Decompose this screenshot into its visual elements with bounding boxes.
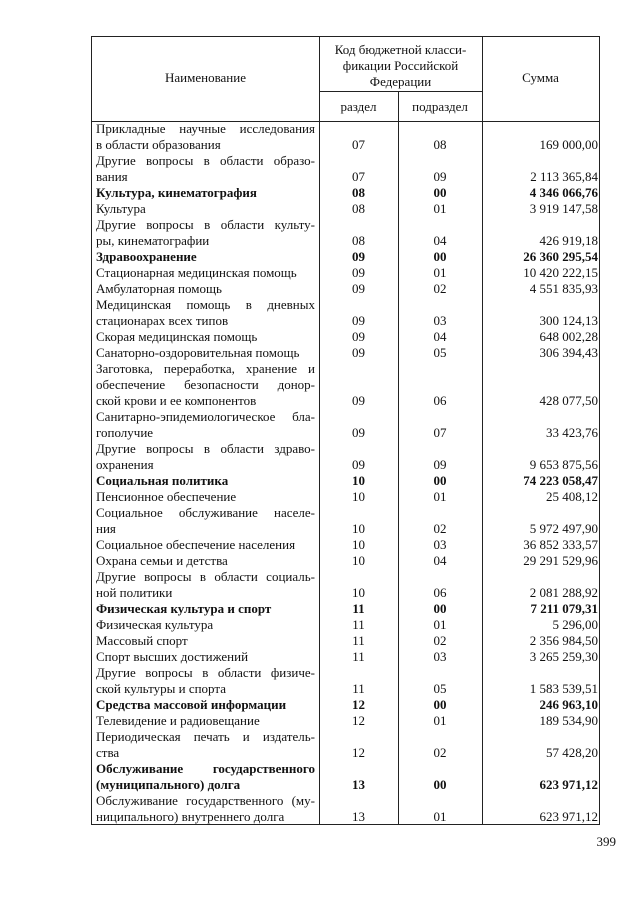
table-row xyxy=(92,473,601,489)
row-podrazdel: 00 xyxy=(433,185,447,200)
row-name-line: ской крови и ее компонентов xyxy=(96,393,257,408)
table-row xyxy=(92,505,601,537)
row-summa: 74 223 058,47 xyxy=(523,473,598,488)
table-row xyxy=(92,553,601,569)
row-name-line: Средства массовой информации xyxy=(96,697,287,712)
row-name-line: гополучие xyxy=(96,425,154,440)
row-podrazdel: 00 xyxy=(433,777,447,792)
row-razdel: 09 xyxy=(352,393,365,408)
row-razdel: 07 xyxy=(352,137,365,152)
row-razdel: 08 xyxy=(352,233,365,248)
row-name-line: Другие вопросы в области социаль- xyxy=(96,569,315,584)
row-name-line: Заготовка, переработка, хранение и xyxy=(96,361,315,376)
row-summa: 2 081 288,92 xyxy=(529,585,598,600)
row-podrazdel: 02 xyxy=(433,281,447,296)
row-podrazdel: 01 xyxy=(433,265,447,280)
row-summa: 57 428,20 xyxy=(546,745,598,760)
row-name xyxy=(92,201,315,217)
row-summa: 29 291 529,96 xyxy=(523,553,598,568)
table-row xyxy=(92,601,601,617)
row-name xyxy=(92,473,315,489)
row-name-line: Прикладные научные исследования xyxy=(96,121,315,136)
row-podrazdel: 06 xyxy=(433,585,447,600)
row-razdel: 12 xyxy=(352,713,365,728)
header-razdel: раздел xyxy=(340,99,377,114)
row-razdel: 13 xyxy=(352,809,365,824)
row-razdel: 10 xyxy=(352,553,365,568)
row-summa: 3 265 259,30 xyxy=(529,649,598,664)
row-name-line: Периодическая печать и издатель- xyxy=(96,729,315,744)
row-name-line: охранения xyxy=(96,457,154,472)
row-name-line: Другие вопросы в области культу- xyxy=(96,217,315,232)
header-code-divider xyxy=(319,91,482,92)
row-name xyxy=(92,217,315,249)
row-name-line: Другие вопросы в области физиче- xyxy=(96,665,315,680)
row-name xyxy=(92,505,315,537)
row-name-line: Другие вопросы в области здраво- xyxy=(96,441,315,456)
row-podrazdel: 01 xyxy=(433,489,447,504)
row-summa: 428 077,50 xyxy=(539,393,598,408)
table-row xyxy=(92,617,601,633)
table-row xyxy=(92,249,601,265)
table-row xyxy=(92,121,601,153)
header-code-line2: фикации Российской xyxy=(342,58,459,73)
row-name xyxy=(92,633,315,649)
row-name xyxy=(92,761,315,793)
row-podrazdel: 00 xyxy=(433,473,447,488)
table-row xyxy=(92,633,601,649)
row-name-line: Амбулаторная помощь xyxy=(96,281,222,296)
row-summa: 4 346 066,76 xyxy=(529,185,598,200)
table-body xyxy=(92,121,601,825)
row-name xyxy=(92,361,315,409)
row-summa: 2 113 365,84 xyxy=(530,169,598,184)
row-podrazdel: 01 xyxy=(433,201,447,216)
row-name xyxy=(92,329,315,345)
row-name xyxy=(92,793,315,825)
row-razdel: 09 xyxy=(352,457,365,472)
row-summa: 246 963,10 xyxy=(539,697,598,712)
row-name-line: ры, кинематографии xyxy=(96,233,210,248)
header-podrazdel: подраздел xyxy=(412,99,468,114)
table-row xyxy=(92,697,601,713)
row-name-line: Социальное обеспечение населения xyxy=(96,537,296,552)
table-row xyxy=(92,297,601,329)
row-razdel: 10 xyxy=(352,537,365,552)
row-podrazdel: 00 xyxy=(433,249,447,264)
row-name-line: ниципального) внутреннего долга xyxy=(96,809,285,824)
row-podrazdel: 01 xyxy=(433,809,447,824)
row-name-line: Телевидение и радиовещание xyxy=(96,713,260,728)
row-razdel: 08 xyxy=(352,201,365,216)
row-podrazdel: 01 xyxy=(433,617,447,632)
row-name-line: Санаторно-оздоровительная помощь xyxy=(96,345,300,360)
row-name-line: Социальная политика xyxy=(96,473,229,488)
row-razdel: 11 xyxy=(352,633,365,648)
table-row xyxy=(92,761,601,793)
row-name xyxy=(92,249,315,265)
table-row xyxy=(92,217,601,249)
row-name xyxy=(92,569,315,601)
row-podrazdel: 02 xyxy=(433,633,447,648)
table-row xyxy=(92,665,601,697)
row-podrazdel: 06 xyxy=(433,393,447,408)
row-summa: 648 002,28 xyxy=(539,329,598,344)
row-name xyxy=(92,345,315,361)
row-razdel: 10 xyxy=(352,473,365,488)
row-summa: 3 919 147,58 xyxy=(529,201,598,216)
row-name-line: ства xyxy=(96,745,120,760)
table-row xyxy=(92,409,601,441)
row-name-line: стационарах всех типов xyxy=(96,313,229,328)
row-podrazdel: 05 xyxy=(433,681,447,696)
row-razdel: 11 xyxy=(352,617,365,632)
row-razdel: 11 xyxy=(352,681,365,696)
row-podrazdel: 00 xyxy=(433,697,447,712)
row-summa: 4 551 835,93 xyxy=(529,281,598,296)
row-podrazdel: 09 xyxy=(433,457,447,472)
page-number: 399 xyxy=(596,834,616,849)
row-name-line: Медицинская помощь в дневных xyxy=(96,297,315,312)
row-podrazdel: 08 xyxy=(433,137,447,152)
row-summa: 306 394,43 xyxy=(539,345,598,360)
row-name xyxy=(92,281,315,297)
row-razdel: 07 xyxy=(352,169,365,184)
row-name-line: Другие вопросы в области образо- xyxy=(96,153,315,168)
row-name xyxy=(92,649,315,665)
row-name xyxy=(92,153,315,185)
row-name xyxy=(92,489,315,505)
row-summa: 7 211 079,31 xyxy=(530,601,598,616)
row-name xyxy=(92,617,315,633)
row-name xyxy=(92,121,315,153)
table-row xyxy=(92,201,601,217)
row-podrazdel: 04 xyxy=(433,233,447,248)
row-name-line: Санитарно-эпидемиологическое бла- xyxy=(96,409,315,424)
row-name-line: (муниципального) долга xyxy=(96,777,241,792)
row-name xyxy=(92,409,315,441)
row-razdel: 09 xyxy=(352,265,365,280)
row-summa: 169 000,00 xyxy=(539,137,598,152)
row-name xyxy=(92,601,315,617)
row-name xyxy=(92,665,315,697)
table-row xyxy=(92,537,601,553)
row-name xyxy=(92,553,315,569)
row-razdel: 12 xyxy=(352,745,365,760)
row-podrazdel: 01 xyxy=(433,713,447,728)
header-name: Наименование xyxy=(165,70,246,85)
row-name-line: Физическая культура и спорт xyxy=(96,601,272,616)
row-podrazdel: 05 xyxy=(433,345,447,360)
header-code-line3: Федерации xyxy=(369,74,432,89)
row-summa: 2 356 984,50 xyxy=(529,633,598,648)
row-name-line: обеспечение безопасности донор- xyxy=(96,377,315,392)
row-podrazdel: 07 xyxy=(433,425,447,440)
table-row xyxy=(92,713,601,729)
row-name-line: Стационарная медицинская помощь xyxy=(96,265,297,280)
table-row xyxy=(92,345,601,361)
row-name-line: ской культуры и спорта xyxy=(96,681,226,696)
row-razdel: 09 xyxy=(352,329,365,344)
row-name-line: Социальное обслуживание населе- xyxy=(96,505,315,520)
row-name-line: Обслуживание государственного (му- xyxy=(96,793,315,808)
row-summa: 300 124,13 xyxy=(539,313,598,328)
row-name-line: Культура, кинематография xyxy=(96,185,257,200)
table-row xyxy=(92,153,601,185)
row-name-line: ной политики xyxy=(96,585,173,600)
row-razdel: 09 xyxy=(352,313,365,328)
row-name xyxy=(92,441,315,473)
row-podrazdel: 03 xyxy=(433,313,447,328)
row-podrazdel: 00 xyxy=(433,601,447,616)
row-name-line: Скорая медицинская помощь xyxy=(96,329,258,344)
row-name-line: ния xyxy=(96,521,116,536)
row-razdel: 09 xyxy=(352,425,365,440)
row-razdel: 10 xyxy=(352,585,365,600)
row-summa: 5 972 497,90 xyxy=(529,521,598,536)
row-name-line: в области образования xyxy=(96,137,221,152)
header-code xyxy=(319,42,482,90)
row-name xyxy=(92,729,315,761)
row-podrazdel: 04 xyxy=(433,553,447,568)
table-row xyxy=(92,329,601,345)
row-summa: 623 971,12 xyxy=(539,809,598,824)
row-name-line: Культура xyxy=(96,201,146,216)
row-name xyxy=(92,265,315,281)
row-summa: 189 534,90 xyxy=(539,713,598,728)
row-name xyxy=(92,537,315,553)
row-name xyxy=(92,713,315,729)
row-name-line: Здравоохранение xyxy=(96,249,197,264)
row-razdel: 09 xyxy=(352,345,365,360)
row-name-line: Пенсионное обеспечение xyxy=(96,489,237,504)
header-summa: Сумма xyxy=(522,70,559,85)
row-razdel: 12 xyxy=(352,697,365,712)
table-row xyxy=(92,729,601,761)
header-code-line1: Код бюджетной класси- xyxy=(334,42,467,57)
row-summa: 1 583 539,51 xyxy=(529,681,598,696)
row-name-line: Массовый спорт xyxy=(96,633,188,648)
row-summa: 25 408,12 xyxy=(546,489,598,504)
table-row xyxy=(92,569,601,601)
row-name-line: Спорт высших достижений xyxy=(96,649,249,664)
row-name-line: Физическая культура xyxy=(96,617,214,632)
row-razdel: 11 xyxy=(352,649,365,664)
row-razdel: 11 xyxy=(352,601,365,616)
row-podrazdel: 02 xyxy=(433,521,447,536)
row-name-line: вания xyxy=(96,169,128,184)
row-razdel: 10 xyxy=(352,489,365,504)
row-summa: 36 852 333,57 xyxy=(523,537,598,552)
table-row xyxy=(92,793,601,825)
table-row xyxy=(92,185,601,201)
row-summa: 10 420 222,15 xyxy=(523,265,598,280)
row-summa: 426 919,18 xyxy=(539,233,598,248)
row-razdel: 10 xyxy=(352,521,365,536)
budget-table xyxy=(91,36,600,825)
row-razdel: 13 xyxy=(352,777,365,792)
row-razdel: 09 xyxy=(352,249,365,264)
table-row xyxy=(92,441,601,473)
row-summa: 33 423,76 xyxy=(546,425,598,440)
row-podrazdel: 09 xyxy=(433,169,447,184)
table-row xyxy=(92,361,601,409)
row-summa: 26 360 295,54 xyxy=(523,249,598,264)
row-name xyxy=(92,697,315,713)
table-row xyxy=(92,281,601,297)
row-razdel: 09 xyxy=(352,281,365,296)
table-row xyxy=(92,649,601,665)
table-row xyxy=(92,265,601,281)
row-name-line: Охрана семьи и детства xyxy=(96,553,228,568)
row-podrazdel: 04 xyxy=(433,329,447,344)
row-name xyxy=(92,297,315,329)
row-summa: 623 971,12 xyxy=(539,777,598,792)
row-name xyxy=(92,185,315,201)
row-razdel: 08 xyxy=(352,185,365,200)
row-podrazdel: 03 xyxy=(433,649,447,664)
row-summa: 5 296,00 xyxy=(552,617,598,632)
row-podrazdel: 02 xyxy=(433,745,447,760)
row-name-line: Обслуживание государственного xyxy=(96,761,315,776)
row-summa: 9 653 875,56 xyxy=(529,457,598,472)
table-row xyxy=(92,489,601,505)
row-podrazdel: 03 xyxy=(433,537,447,552)
